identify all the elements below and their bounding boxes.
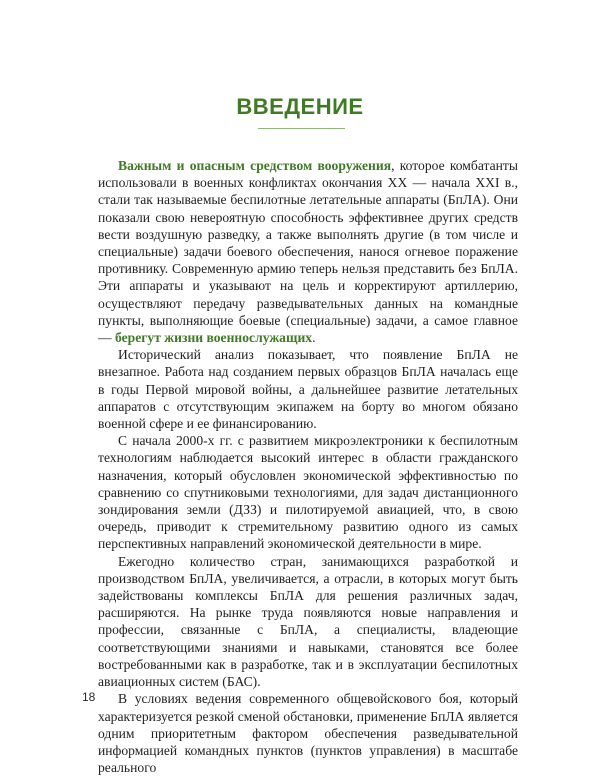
lead-highlight: Важным и опасным средством вооружения: [118, 158, 392, 173]
paragraph-4: Ежегодно количество стран, занимающихся разработкой и производством БпЛА, увеличивается, а отрасли, в которых могут быть задействованы комплексы БпЛА для решения различных задач, расширяются. На рынке труда появляются новые направления и профессии, связанные с БпЛА, а специалисты, владеющие соответствующими знаниями и навыками, становятся все более востребованными как в разработке, так и в эксплуатации беспилотных авиационных систем (БАС).: [98, 553, 518, 690]
paragraph-1-end: .: [312, 330, 316, 346]
page-number: 18: [82, 690, 96, 704]
body-text: [98, 157, 518, 776]
end-highlight: берегут жизни военнослужащих: [115, 330, 313, 346]
paragraph-2: Исторический анализ показывает, что появление БпЛА не внезапное. Работа над созданием первых образцов БпЛА началась еще в годы Первой мировой войны, а дальнейшее развитие летательных аппаратов с отсутствующим экипажем на борту во многом обязано военной сфере и ее финансированию.: [98, 347, 518, 432]
chapter-title: ВВЕДЕНИЕ: [236, 94, 364, 119]
paragraph-1: [98, 157, 518, 346]
paragraph-5: В условиях ведения современного общевойскового боя, который характеризуется резкой сменой обстановки, применение БпЛА является одним приоритетным фактором обеспечения разведывательной информацией командных пунктов (пунктов управления) в масштабе реального: [98, 691, 518, 776]
paragraph-3: С начала 2000-х гг. с развитием микроэлектроники к беспилотным технологиям наблюдается высокий интерес в области гражданского назначения, который обусловлен экономической эффективностью по сравнению со спутниковыми технологиями, для задач дистанционного зондирования земли (ДЗЗ) и пилотируемой авиацией, что, в свою очередь, приводит к стремительному развитию одного из самых перспективных направлений экономической деятельности в мире.: [98, 433, 518, 552]
paragraph-1-text: , которое комбатанты использовали в военных конфликтах окончания ХХ — начала ХХI в., стали так называемые беспилотные летательные аппараты (БпЛА). Они показали свою невероятную способность эффективнее других средств вести воздушную разведку, а также выполнять другие (в том числе и специальные) задачи боевого обеспечения, нанося огневое поражение противнику. Современную армию теперь нельзя представить без БпЛА. Эти аппараты и указывают на цель и корректируют артиллерию, осуществляют передачу разведывательных данных на командные пункты, выполняющие боевые (специальные) задачи, а самое главное —: [98, 158, 518, 346]
title-underline: [258, 128, 345, 129]
